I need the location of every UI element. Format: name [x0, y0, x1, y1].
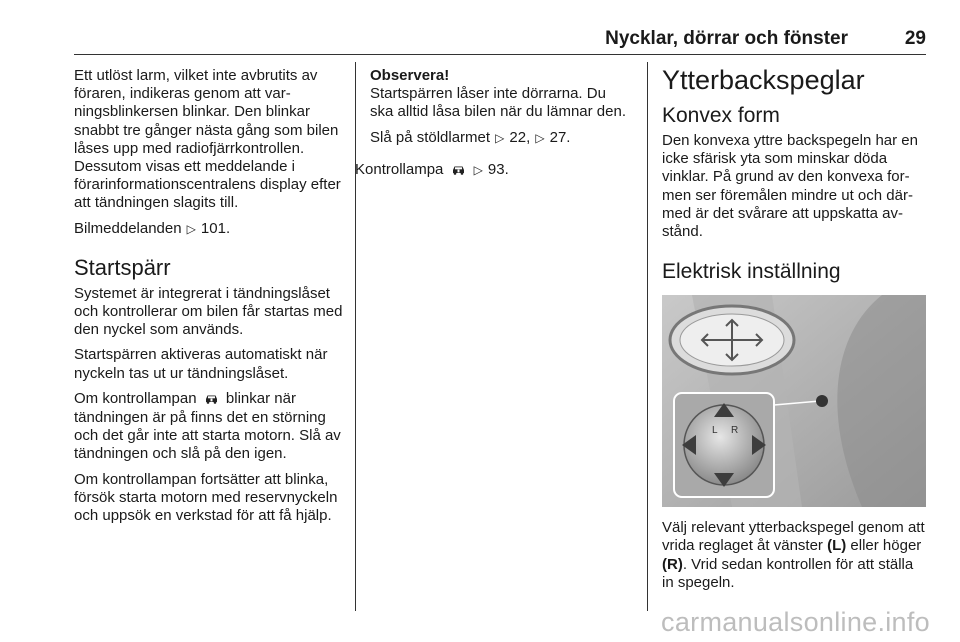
knob-label-left: L	[712, 425, 718, 437]
convex-paragraph: Den konvexa yttre backspegeln har en icke sfärisk yta som minskar döda vinklar. På grund av den konvexa formen ser föremålen mindre ut och därmed är det svårare att uppskatta avstånd.	[662, 132, 918, 241]
triangle-right-icon: ▷	[495, 130, 505, 145]
header-rule	[74, 54, 926, 55]
car-key-icon	[205, 391, 218, 409]
control-lamp-text: Kontrollampa	[355, 160, 444, 178]
triangle-right-icon: ▷	[186, 221, 196, 236]
mirror-switch-location	[816, 395, 828, 407]
theft-alarm-page-1[interactable]: 22,	[509, 128, 531, 146]
column-divider-2	[647, 62, 648, 611]
watermark: carmanualsonline.info	[661, 607, 930, 637]
theft-alarm-ref	[370, 129, 632, 147]
column-2	[355, 67, 632, 187]
header-title: Nycklar, dörrar och fönster	[605, 28, 848, 49]
immobiliser-para-2: Startspärren aktiveras automatiskt när nyckeln tas ut ur tändningslåset.	[74, 346, 328, 382]
immobiliser-para-4: Om kontrollampan fortsätter att blinka, försök starta motorn med reservnyckeln och uppsök en verkstad för att få hjälp.	[74, 470, 338, 525]
adjust-text-2: eller höger	[850, 537, 922, 555]
vehicle-messages-page[interactable]: 101.	[200, 219, 231, 237]
column-1	[74, 67, 348, 532]
theft-alarm-page-2[interactable]: 27.	[549, 128, 571, 146]
column-3	[662, 63, 926, 599]
alarm-paragraph: Ett utlöst larm, vilket inte avbrutits av föraren, indikeras genom att varningsblinkersen blinkar. Den blinkar snabbt tre gånger nästa gång som bilen låses upp med radiofjärrkontrollen. Dessutom visas ett meddelande i förarinformationscentralens display efter att tändningen slagits till.	[74, 67, 341, 212]
adjust-text-1: Välj relevant ytterbackspegel genom att vrida reglaget åt vänster	[662, 519, 925, 555]
adjust-left-label: (L)	[827, 537, 847, 555]
vehicle-messages-ref	[74, 220, 348, 238]
note-block	[370, 67, 632, 122]
immobiliser-para-3-start: Om kontrollampan	[74, 389, 197, 407]
knob-label-right: R	[731, 425, 739, 437]
control-lamp-ref	[355, 161, 632, 180]
theft-alarm-text: Slå på stöldlarmet	[370, 128, 491, 146]
adjust-right-label: (R)	[662, 555, 683, 573]
page-header	[74, 28, 926, 54]
immobiliser-para-3	[74, 390, 348, 464]
note-title: Observera!	[370, 67, 450, 84]
triangle-right-icon: ▷	[535, 130, 545, 145]
triangle-right-icon: ▷	[473, 162, 483, 177]
page-number: 29	[904, 28, 926, 49]
adjust-text-3: . Vrid sedan kontrollen för att ställa in spegeln.	[662, 555, 914, 591]
mirrors-heading: Ytterbackspeglar	[662, 65, 865, 95]
immobiliser-para-1: Systemet är integrerat i tändningslåset och kontrollerar om bilen får startas med den nyckel som används.	[74, 284, 343, 339]
immobiliser-heading: Startspärr	[74, 254, 171, 280]
immobiliser-para-3-end: blinkar när tändningen är på finns det en störning och det går inte att starta motorn. Slå av tändningen och slå på den igen.	[74, 389, 341, 463]
car-key-icon	[452, 162, 465, 180]
vehicle-messages-text: Bilmeddelanden	[74, 219, 182, 237]
note-text: Startspärren låser inte dörrarna. Du ska alltid låsa bilen när du lämnar den.	[370, 85, 626, 121]
convex-heading: Konvex form	[662, 104, 780, 127]
column-divider-1	[355, 62, 356, 611]
mirror-control-illustration	[662, 295, 926, 507]
electric-adjust-heading: Elektrisk inställning	[662, 260, 841, 284]
control-lamp-page[interactable]: 93.	[487, 160, 509, 178]
adjust-paragraph	[662, 519, 926, 592]
